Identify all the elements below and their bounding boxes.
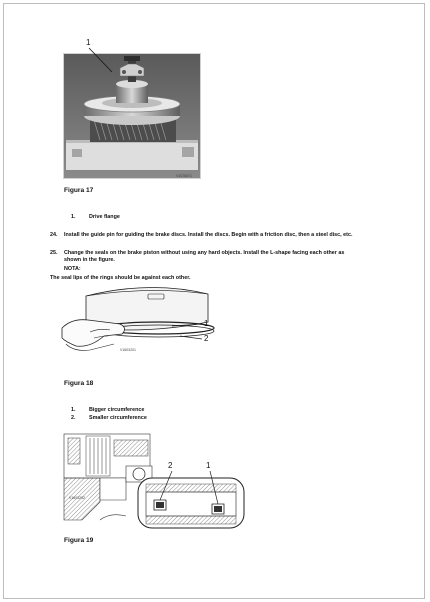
callout-1-fig19: 1	[206, 461, 211, 470]
callout-leader-fig17	[86, 46, 116, 76]
drive-flange-photo	[63, 53, 201, 179]
figure-id-17: V1076571	[176, 174, 192, 178]
figure-id-19: V1603202	[69, 496, 85, 500]
callout-1-fig17: 1	[86, 38, 91, 47]
figure-caption-18: Figura 18	[64, 380, 94, 387]
note-text: The seal lips of the rings should be against each other.	[50, 275, 191, 281]
list-item	[71, 415, 271, 423]
brake-piston-seal-illustration	[60, 284, 220, 364]
step-number: 25.	[50, 250, 58, 256]
step-text-line2: shown in the figure.	[64, 257, 115, 263]
list-item-number: 2.	[71, 415, 76, 421]
list-item	[71, 407, 271, 415]
step-number: 24.	[50, 232, 58, 238]
step-25	[50, 250, 400, 266]
callout-1-fig18: 1	[204, 319, 209, 328]
list-item-number: 1.	[71, 407, 76, 413]
list-item-label: Bigger circumference	[89, 407, 145, 413]
list-item-label: Drive flange	[89, 214, 120, 220]
list-item-number: 1.	[71, 214, 76, 220]
figure-id-18: V1603201	[120, 348, 136, 352]
figure-caption-19: Figura 19	[64, 537, 94, 544]
step-24	[50, 232, 400, 240]
note-title: NOTA:	[64, 266, 81, 272]
callout-2-fig18: 2	[204, 334, 209, 343]
list-item-label: Smaller circumference	[89, 415, 147, 421]
figure-caption-17: Figura 17	[64, 187, 94, 194]
list-item	[71, 214, 271, 222]
step-text-line1: Change the seals on the brake piston without using any hard objects. Install the L-shape facing each other as	[64, 250, 345, 256]
drive-flange-illustration	[64, 54, 200, 178]
step-text: Install the guide pin for guiding the brake discs. Install the discs. Begin with a friction disc, then a steel disc, etc.	[64, 232, 353, 238]
callout-2-fig19: 2	[168, 461, 173, 470]
seal-section-illustration	[60, 430, 250, 532]
